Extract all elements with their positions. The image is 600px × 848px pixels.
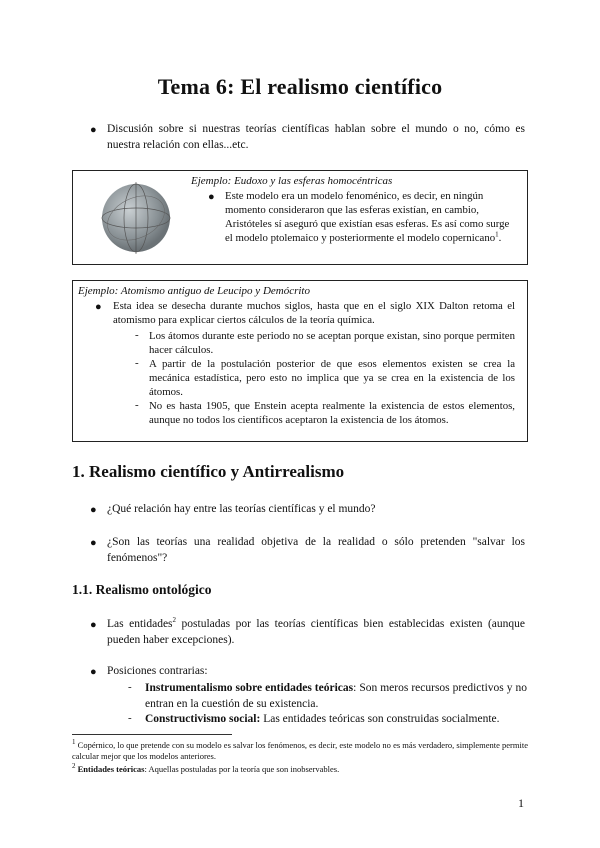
bullet-icon: ●: [90, 666, 97, 678]
example-text: Este modelo era un modelo fenoménico, es decir, en ningún momento consideraron que las esferas existían, en cambio, Aristóteles sí aseguró que existían esas esferas. Es así como surge el modelo ptolemaico y posteriormente el modelo copernicano$^1$.: [225, 190, 510, 244]
footnote-ref[interactable]: 1: [495, 230, 499, 239]
example-title: Ejemplo: Eudoxo y las esferas homocéntricas: [191, 175, 393, 187]
footnote-separator: [72, 734, 232, 735]
page-number: 1: [518, 796, 524, 810]
dash-icon: -: [128, 681, 132, 693]
dash-icon: -: [128, 712, 132, 724]
dash-icon: -: [135, 357, 139, 369]
page-title: Tema 6: El realismo científico: [157, 74, 443, 99]
dash-item: A partir de la postulación posterior de que esos elementos existen se crea la mecánica estadística, pero esto no implica que ya se crea en la existencia de los átomos.: [149, 358, 515, 398]
bullet-icon: ●: [90, 504, 97, 516]
bullet-icon: ●: [90, 124, 97, 136]
armillary-sphere-icon: [99, 181, 173, 255]
dash-icon: -: [135, 399, 139, 411]
footnote-ref[interactable]: 2: [172, 616, 177, 625]
bullet-icon: ●: [208, 191, 215, 203]
section-heading-1-1: 1.1. Realismo ontológico: [72, 582, 212, 597]
bullet-text: ¿Qué relación hay entre las teorías científicas y el mundo?: [107, 503, 376, 515]
example-box-eudoxo: [72, 170, 528, 265]
bullet-text: Las entidades$^2$ postuladas por las teorías científicas bien establecidas existen (aunque pueden haber excepciones).: [107, 616, 525, 646]
dash-item: No es hasta 1905, que Enstein acepta realmente la existencia de estos elementos, aunque no todos los científicos aceptaron la existencia de los átomos.: [149, 400, 515, 426]
dash-item: Los átomos durante este periodo no se aceptan porque existan, sino porque permiten hacer cálculos.: [149, 330, 515, 356]
example-title: Ejemplo: Atomismo antiguo de Leucipo y Demócrito: [78, 285, 310, 297]
footnote-1: $^1$ Copérnico, lo que pretende con su modelo es salvar los fenómenos, es decir, este modelo no es más verdadero, simplemente permite calcular mejor que los modelos anteriores.: [72, 738, 528, 761]
example-bullet-text: Esta idea se desecha durante muchos siglos, hasta que en el siglo XIX Dalton retoma el atomismo para explicar ciertos cálculos de la teoría química.: [113, 300, 515, 326]
bullet-text: ¿Son las teorías una realidad objetiva de la realidad o sólo pretenden "salvar los fenómenos"?: [107, 536, 525, 564]
example-box-atomismo: [72, 280, 528, 442]
dash-item: Instrumentalismo sobre entidades teóricas: Son meros recursos predictivos y no entran en la cuestión de su existencia.: [145, 682, 527, 710]
intro-bullet-text: Discusión sobre si nuestras teorías científicas hablan sobre el mundo o no, cómo es nuestra relación con ellas...etc.: [107, 123, 525, 151]
bullet-icon: ●: [90, 619, 97, 631]
bullet-icon: ●: [90, 537, 97, 549]
footnote-2: $^2$ Entidades teóricas: Aquellas postuladas por la teoría que son inobservables.: [72, 762, 340, 774]
dash-icon: -: [135, 329, 139, 341]
dash-item: Constructivismo social: Las entidades teóricas son construidas socialmente.: [145, 713, 500, 725]
bullet-icon: ●: [95, 301, 102, 313]
bullet-text: Posiciones contrarias:: [107, 665, 208, 677]
section-heading-1: 1. Realismo científico y Antirrealismo: [72, 462, 345, 481]
